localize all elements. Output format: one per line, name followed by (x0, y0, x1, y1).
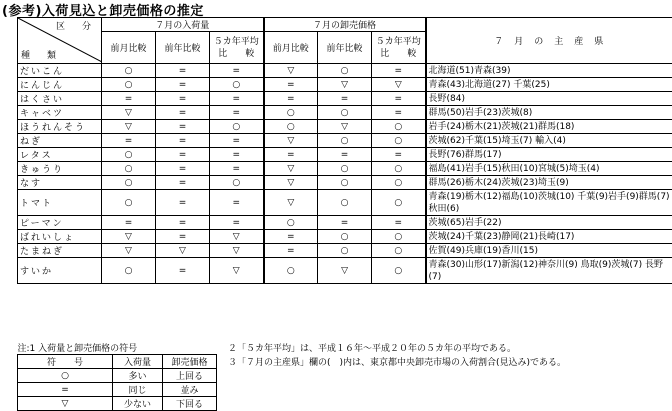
vegetable-name: にんじん (18, 78, 102, 92)
table-row (18, 134, 672, 148)
price-prev-month-cell: ○ (264, 120, 318, 134)
arrival-prev-month-cell: ○ (102, 148, 156, 162)
legend-row (18, 383, 217, 397)
arrival-prev-year-cell: = (156, 162, 210, 176)
arrival-prev-month-cell: ○ (102, 162, 156, 176)
source-prefectures-cell: 青森(30)山形(17)新潟(12)神奈川(9) 鳥取(9)茨城(7) 長野(7) (426, 258, 672, 284)
vegetable-name: たまねぎ (18, 244, 102, 258)
arrival-5yr-cell: = (210, 148, 264, 162)
header-arrival-prev-year: 前年比較 (156, 32, 210, 64)
arrival-prev-month-cell: = (102, 92, 156, 106)
vegetable-name: すいか (18, 258, 102, 284)
price-5yr-cell: ○ (372, 176, 426, 190)
arrival-5yr-cell: = (210, 64, 264, 78)
arrival-prev-year-cell: = (156, 190, 210, 216)
arrival-prev-month-cell: ▽ (102, 244, 156, 258)
price-5yr-cell: = (372, 148, 426, 162)
table-row (18, 162, 672, 176)
table-row (18, 106, 672, 120)
price-prev-month-cell: = (264, 92, 318, 106)
price-5yr-cell: = (372, 106, 426, 120)
legend-symbol: = (18, 383, 113, 397)
price-5yr-cell: = (372, 64, 426, 78)
source-prefectures-cell: 長野(84) (426, 92, 672, 106)
arrival-5yr-cell: = (210, 134, 264, 148)
arrival-prev-year-cell: = (156, 134, 210, 148)
arrival-prev-year-cell: = (156, 258, 210, 284)
arrival-5yr-cell: ▽ (210, 258, 264, 284)
price-prev-year-cell: ○ (318, 162, 372, 176)
table-row (18, 176, 672, 190)
price-prev-year-cell: = (318, 148, 372, 162)
vegetable-name: トマト (18, 190, 102, 216)
arrival-prev-month-cell: ○ (102, 64, 156, 78)
source-prefectures-cell: 北海道(51)青森(39) (426, 64, 672, 78)
vegetable-name: キャベツ (18, 106, 102, 120)
price-prev-year-cell: ▽ (318, 78, 372, 92)
legend-symbol: ▽ (18, 397, 113, 411)
price-prev-month-cell: ▽ (264, 176, 318, 190)
legend-header-arrival: 入荷量 (113, 355, 163, 369)
price-prev-year-cell: ○ (318, 176, 372, 190)
arrival-prev-year-cell: ▽ (156, 244, 210, 258)
legend-arrival: 少ない (113, 397, 163, 411)
source-prefectures-cell: 群馬(26)栃木(24)茨城(23)埼玉(9) (426, 176, 672, 190)
header-arrival-group: ７月の入荷量 (102, 18, 264, 32)
price-5yr-cell: ○ (372, 190, 426, 216)
arrival-5yr-cell: = (210, 106, 264, 120)
header-price-group: ７月の卸売価格 (264, 18, 426, 32)
legend-row (18, 369, 217, 383)
price-prev-month-cell: ▽ (264, 190, 318, 216)
header-kubun: 区 分 (56, 19, 95, 32)
price-prev-year-cell: ▽ (318, 258, 372, 284)
arrival-prev-year-cell: = (156, 230, 210, 244)
forecast-table (17, 17, 672, 284)
price-prev-month-cell: ○ (264, 216, 318, 230)
price-prev-month-cell: = (264, 230, 318, 244)
source-prefectures-cell: 福島(41)岩手(15)秋田(10)宮城(5)埼玉(4) (426, 162, 672, 176)
source-prefectures-cell: 茨城(62)千葉(15)埼玉(7) 輸入(4) (426, 134, 672, 148)
arrival-5yr-cell: = (210, 162, 264, 176)
vegetable-name: ねぎ (18, 134, 102, 148)
arrival-prev-year-cell: = (156, 216, 210, 230)
arrival-5yr-cell: ○ (210, 120, 264, 134)
price-prev-year-cell: ○ (318, 106, 372, 120)
header-arrival-5yr: ５カ年平均 比 較 (210, 32, 264, 64)
arrival-prev-month-cell: ○ (102, 176, 156, 190)
price-prev-month-cell: ▽ (264, 64, 318, 78)
source-prefectures-cell: 青森(19)栃木(12)福島(10)茨城(10) 千葉(9)岩手(9)群馬(7)秋田(6) (426, 190, 672, 216)
table-row (18, 230, 672, 244)
source-prefectures-cell: 青森(43)北海道(27) 千葉(25) (426, 78, 672, 92)
arrival-prev-month-cell: ▽ (102, 106, 156, 120)
price-prev-year-cell: ○ (318, 230, 372, 244)
arrival-prev-year-cell: = (156, 78, 210, 92)
header-shumoku: 種 類 (21, 48, 60, 61)
vegetable-name: ばれいしょ (18, 230, 102, 244)
arrival-prev-year-cell: = (156, 92, 210, 106)
vegetable-name: レタス (18, 148, 102, 162)
legend-table (17, 341, 217, 411)
arrival-prev-year-cell: = (156, 120, 210, 134)
price-prev-month-cell: = (264, 148, 318, 162)
vegetable-name: きゅうり (18, 162, 102, 176)
header-arrival-prev-month: 前月比較 (102, 32, 156, 64)
vegetable-name: ピーマン (18, 216, 102, 230)
price-prev-year-cell: ○ (318, 244, 372, 258)
legend-price: 上回る (163, 369, 217, 383)
arrival-prev-month-cell: ▽ (102, 120, 156, 134)
vegetable-name: なす (18, 176, 102, 190)
price-prev-year-cell: = (318, 216, 372, 230)
arrival-5yr-cell: = (210, 92, 264, 106)
price-prev-year-cell: ○ (318, 134, 372, 148)
arrival-prev-month-cell: ○ (102, 78, 156, 92)
price-5yr-cell: ○ (372, 230, 426, 244)
price-prev-month-cell: ○ (264, 106, 318, 120)
arrival-prev-month-cell: ○ (102, 190, 156, 216)
legend-caption: 注:1 入荷量と卸売価格の符号 (18, 341, 217, 355)
price-5yr-cell: ○ (372, 244, 426, 258)
price-5yr-cell: ○ (372, 134, 426, 148)
arrival-prev-year-cell: = (156, 106, 210, 120)
table-row (18, 64, 672, 78)
vegetable-name: ほうれんそう (18, 120, 102, 134)
arrival-5yr-cell: ○ (210, 78, 264, 92)
arrival-prev-month-cell: ▽ (102, 230, 156, 244)
table-row (18, 148, 672, 162)
price-5yr-cell: ○ (372, 162, 426, 176)
arrival-5yr-cell: = (210, 216, 264, 230)
arrival-5yr-cell: ○ (210, 176, 264, 190)
arrival-5yr-cell: ▽ (210, 230, 264, 244)
header-source: ７ 月 の 主 産 県 (426, 18, 672, 64)
arrival-prev-month-cell: = (102, 134, 156, 148)
legend-price: 並み (163, 383, 217, 397)
source-prefectures-cell: 茨城(24)千葉(23)静岡(21)長崎(17) (426, 230, 672, 244)
legend-header-symbol: 符 号 (18, 355, 113, 369)
vegetable-name: はくさい (18, 92, 102, 106)
source-prefectures-cell: 長野(76)群馬(17) (426, 148, 672, 162)
price-5yr-cell: = (372, 216, 426, 230)
arrival-prev-year-cell: = (156, 64, 210, 78)
price-5yr-cell: ○ (372, 258, 426, 284)
page-title: (参考)入荷見込と卸売価格の推定 (2, 0, 204, 19)
price-5yr-cell: ▽ (372, 78, 426, 92)
arrival-prev-month-cell: ○ (102, 258, 156, 284)
note-3: ３「７月の主産県」欄の( )内は、東京都中央卸売市場の入荷割合(見込み)である。 (228, 355, 566, 368)
price-prev-year-cell: ○ (318, 64, 372, 78)
source-prefectures-cell: 茨城(65)岩手(22) (426, 216, 672, 230)
legend-arrival: 多い (113, 369, 163, 383)
table-row (18, 258, 672, 284)
table-row (18, 244, 672, 258)
price-prev-month-cell: ▽ (264, 134, 318, 148)
table-row (18, 190, 672, 216)
price-5yr-cell: ○ (372, 120, 426, 134)
header-price-prev-month: 前月比較 (264, 32, 318, 64)
arrival-5yr-cell: = (210, 190, 264, 216)
price-5yr-cell: = (372, 92, 426, 106)
arrival-prev-year-cell: = (156, 148, 210, 162)
price-prev-year-cell: = (318, 92, 372, 106)
price-prev-month-cell: = (264, 244, 318, 258)
header-price-prev-year: 前年比較 (318, 32, 372, 64)
source-prefectures-cell: 群馬(50)岩手(23)茨城(8) (426, 106, 672, 120)
price-prev-year-cell: ○ (318, 190, 372, 216)
arrival-prev-year-cell: = (156, 176, 210, 190)
table-row (18, 120, 672, 134)
table-row (18, 78, 672, 92)
legend-arrival: 同じ (113, 383, 163, 397)
header-price-5yr: ５カ年平均 比 較 (372, 32, 426, 64)
source-prefectures-cell: 岩手(24)栃木(21)茨城(21)群馬(18) (426, 120, 672, 134)
arrival-prev-month-cell: = (102, 216, 156, 230)
corner-header-cell (18, 18, 102, 64)
price-prev-month-cell: ▽ (264, 162, 318, 176)
note-2: ２「５カ年平均」は、平成１６年～平成２０年の５カ年の平均である。 (228, 341, 516, 354)
price-prev-month-cell: ○ (264, 258, 318, 284)
table-row (18, 216, 672, 230)
source-prefectures-cell: 佐賀(49)兵庫(19)香川(15) (426, 244, 672, 258)
legend-price: 下回る (163, 397, 217, 411)
price-prev-year-cell: ▽ (318, 120, 372, 134)
legend-symbol: ○ (18, 369, 113, 383)
vegetable-name: だいこん (18, 64, 102, 78)
price-prev-month-cell: = (264, 78, 318, 92)
legend-header-price: 卸売価格 (163, 355, 217, 369)
arrival-5yr-cell: ▽ (210, 244, 264, 258)
table-row (18, 92, 672, 106)
